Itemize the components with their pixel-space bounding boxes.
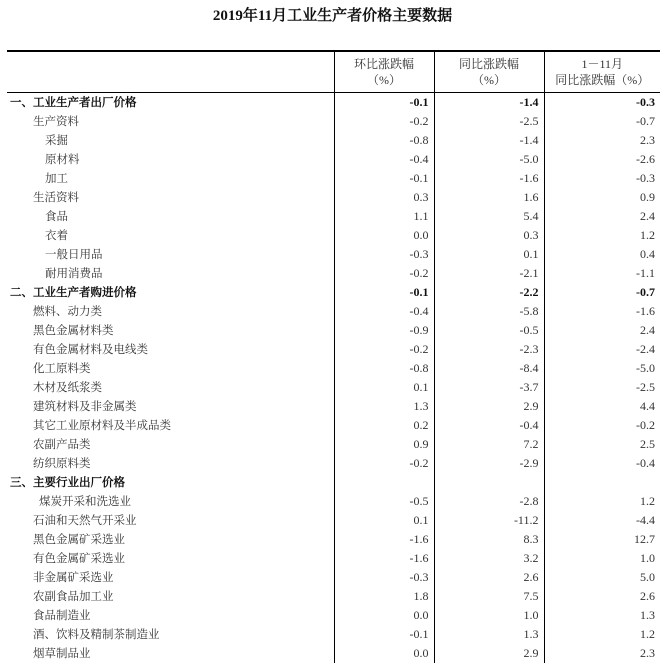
row-label: 其它工业原材料及半成品类 <box>33 417 171 432</box>
yoy-value: 3.2 <box>434 549 544 568</box>
row-label: 燃料、动力类 <box>33 303 102 318</box>
page-title: 2019年11月工业生产者价格主要数据 <box>212 8 453 24</box>
ytd-value: -0.3 <box>544 169 660 188</box>
header-ytd <box>544 51 660 92</box>
ytd-value: 1.3 <box>544 606 660 625</box>
row-label: 纺织原料类 <box>33 455 91 470</box>
ytd-value: 2.3 <box>544 644 660 663</box>
ytd-value: 4.4 <box>544 397 660 416</box>
ytd-value: -1.1 <box>544 264 660 283</box>
ytd-value: 0.4 <box>544 245 660 264</box>
mom-value: 1.8 <box>334 587 434 606</box>
yoy-value: -5.0 <box>434 150 544 169</box>
row-label: 黑色金属材料类 <box>33 322 114 337</box>
mom-value: -1.6 <box>334 549 434 568</box>
ytd-value: 5.0 <box>544 568 660 587</box>
table-row <box>7 549 660 568</box>
table-row <box>7 587 660 606</box>
table-row <box>7 283 660 302</box>
table-row <box>7 511 660 530</box>
table-row <box>7 568 660 587</box>
yoy-value: 2.6 <box>434 568 544 587</box>
yoy-value: -5.8 <box>434 302 544 321</box>
yoy-value: -1.4 <box>434 131 544 150</box>
table-row <box>7 245 660 264</box>
table-row <box>7 359 660 378</box>
row-label: 黑色金属矿采选业 <box>33 531 125 546</box>
yoy-value: 8.3 <box>434 530 544 549</box>
header-mom-line1: 环比涨跌幅 <box>353 56 414 71</box>
yoy-value: 1.6 <box>434 188 544 207</box>
table-row <box>7 321 660 340</box>
ytd-value: -4.4 <box>544 511 660 530</box>
yoy-value: 1.0 <box>434 606 544 625</box>
yoy-value: -2.9 <box>434 454 544 473</box>
ytd-value: 2.3 <box>544 131 660 150</box>
mom-value: 0.0 <box>334 644 434 663</box>
yoy-value: -1.4 <box>434 92 544 112</box>
row-label: 化工原料类 <box>33 360 91 375</box>
row-label: 采掘 <box>45 132 68 147</box>
mom-value: -0.2 <box>334 112 434 131</box>
yoy-value: -2.2 <box>434 283 544 302</box>
mom-value: -0.1 <box>334 283 434 302</box>
mom-value: -0.8 <box>334 359 434 378</box>
header-category <box>7 51 334 92</box>
yoy-value <box>434 473 544 492</box>
yoy-value: -2.8 <box>434 492 544 511</box>
row-label: 有色金属矿采选业 <box>33 550 125 565</box>
ytd-value: -1.6 <box>544 302 660 321</box>
table-row <box>7 454 660 473</box>
yoy-value: -2.1 <box>434 264 544 283</box>
mom-value: -0.3 <box>334 568 434 587</box>
row-label: 农副产品类 <box>33 436 91 451</box>
row-label: 有色金属材料及电线类 <box>33 341 148 356</box>
row-label: 耐用消费品 <box>45 265 103 280</box>
yoy-value: -0.4 <box>434 416 544 435</box>
ytd-value: -0.3 <box>544 92 660 112</box>
mom-value: 0.0 <box>334 606 434 625</box>
mom-value: 0.1 <box>334 511 434 530</box>
row-label: 酒、饮料及精制茶制造业 <box>33 626 160 641</box>
table-row <box>7 473 660 492</box>
row-label: 一、工业生产者出厂价格 <box>10 94 137 109</box>
mom-value: -0.1 <box>334 625 434 644</box>
ytd-value: -5.0 <box>544 359 660 378</box>
table-row <box>7 226 660 245</box>
row-label: 石油和天然气开采业 <box>33 512 137 527</box>
ytd-value: 1.2 <box>544 625 660 644</box>
yoy-value: 0.1 <box>434 245 544 264</box>
table-row <box>7 340 660 359</box>
row-label: 生活资料 <box>33 189 79 204</box>
ytd-value: 0.9 <box>544 188 660 207</box>
header-yoy-line2: （%） <box>472 72 506 87</box>
mom-value: -0.4 <box>334 302 434 321</box>
ytd-value: -0.7 <box>544 283 660 302</box>
table-row <box>7 435 660 454</box>
mom-value: -0.5 <box>334 492 434 511</box>
mom-value: -0.1 <box>334 92 434 112</box>
yoy-value: 2.9 <box>434 644 544 663</box>
row-label: 三、主要行业出厂价格 <box>10 474 125 489</box>
table-row <box>7 302 660 321</box>
table-header-row <box>7 51 660 92</box>
mom-value: 0.9 <box>334 435 434 454</box>
ytd-value <box>544 473 660 492</box>
header-ytd-line1: 1－11月 <box>581 56 624 71</box>
table-row <box>7 625 660 644</box>
header-yoy <box>434 51 544 92</box>
mom-value: -0.1 <box>334 169 434 188</box>
table-row <box>7 169 660 188</box>
mom-value: 0.0 <box>334 226 434 245</box>
yoy-value: 1.3 <box>434 625 544 644</box>
row-label: 加工 <box>45 170 68 185</box>
yoy-value: -11.2 <box>434 511 544 530</box>
price-data-table <box>7 50 660 663</box>
ytd-value: -0.2 <box>544 416 660 435</box>
ytd-value: 1.2 <box>544 226 660 245</box>
row-label: 木材及纸浆类 <box>33 379 102 394</box>
ytd-value: 2.6 <box>544 587 660 606</box>
table-row <box>7 530 660 549</box>
table-row <box>7 606 660 625</box>
yoy-value: 2.9 <box>434 397 544 416</box>
yoy-value: 7.2 <box>434 435 544 454</box>
row-label: 二、工业生产者购进价格 <box>10 284 137 299</box>
yoy-value: -3.7 <box>434 378 544 397</box>
mom-value: -0.3 <box>334 245 434 264</box>
header-ytd-line2: 同比涨跌幅（%） <box>555 72 650 87</box>
header-mom-line2: （%） <box>367 72 401 87</box>
yoy-value: -2.5 <box>434 112 544 131</box>
mom-value: -0.4 <box>334 150 434 169</box>
table-row <box>7 131 660 150</box>
row-label: 一般日用品 <box>45 246 103 261</box>
header-mom <box>334 51 434 92</box>
row-label: 烟草制品业 <box>33 645 91 660</box>
ytd-value: 2.5 <box>544 435 660 454</box>
header-yoy-line1: 同比涨跌幅 <box>458 56 519 71</box>
table-row <box>7 150 660 169</box>
table-row <box>7 188 660 207</box>
ytd-value: 1.2 <box>544 492 660 511</box>
yoy-value: -1.6 <box>434 169 544 188</box>
table-row <box>7 492 660 511</box>
mom-value: 0.2 <box>334 416 434 435</box>
yoy-value: -0.5 <box>434 321 544 340</box>
row-label: 农副食品加工业 <box>33 588 114 603</box>
row-label: 原材料 <box>45 151 80 166</box>
mom-value: -0.2 <box>334 264 434 283</box>
mom-value: -0.8 <box>334 131 434 150</box>
table-row <box>7 378 660 397</box>
yoy-value: -8.4 <box>434 359 544 378</box>
table-row <box>7 416 660 435</box>
mom-value: -1.6 <box>334 530 434 549</box>
mom-value: 1.1 <box>334 207 434 226</box>
yoy-value: 5.4 <box>434 207 544 226</box>
yoy-value: 0.3 <box>434 226 544 245</box>
ytd-value: -0.7 <box>544 112 660 131</box>
row-label: 建筑材料及非金属类 <box>33 398 137 413</box>
mom-value: -0.2 <box>334 454 434 473</box>
yoy-value: -2.3 <box>434 340 544 359</box>
ytd-value: -2.4 <box>544 340 660 359</box>
ytd-value: -0.4 <box>544 454 660 473</box>
row-label: 生产资料 <box>33 113 79 128</box>
ytd-value: -2.5 <box>544 378 660 397</box>
table-row <box>7 112 660 131</box>
table-row <box>7 264 660 283</box>
yoy-value: 7.5 <box>434 587 544 606</box>
ytd-value: -2.6 <box>544 150 660 169</box>
ytd-value: 2.4 <box>544 321 660 340</box>
table-row <box>7 92 660 112</box>
mom-value <box>334 473 434 492</box>
ytd-value: 1.0 <box>544 549 660 568</box>
row-label: 食品 <box>45 208 68 223</box>
ytd-value: 2.4 <box>544 207 660 226</box>
mom-value: 0.3 <box>334 188 434 207</box>
table-row <box>7 397 660 416</box>
mom-value: 0.1 <box>334 378 434 397</box>
ytd-value: 12.7 <box>544 530 660 549</box>
row-label: 衣着 <box>45 227 68 242</box>
row-label: 食品制造业 <box>33 607 91 622</box>
mom-value: -0.9 <box>334 321 434 340</box>
row-label: 非金属矿采选业 <box>33 569 114 584</box>
table-row <box>7 207 660 226</box>
mom-value: 1.3 <box>334 397 434 416</box>
mom-value: -0.2 <box>334 340 434 359</box>
row-label: 煤炭开采和洗选业 <box>39 493 131 508</box>
